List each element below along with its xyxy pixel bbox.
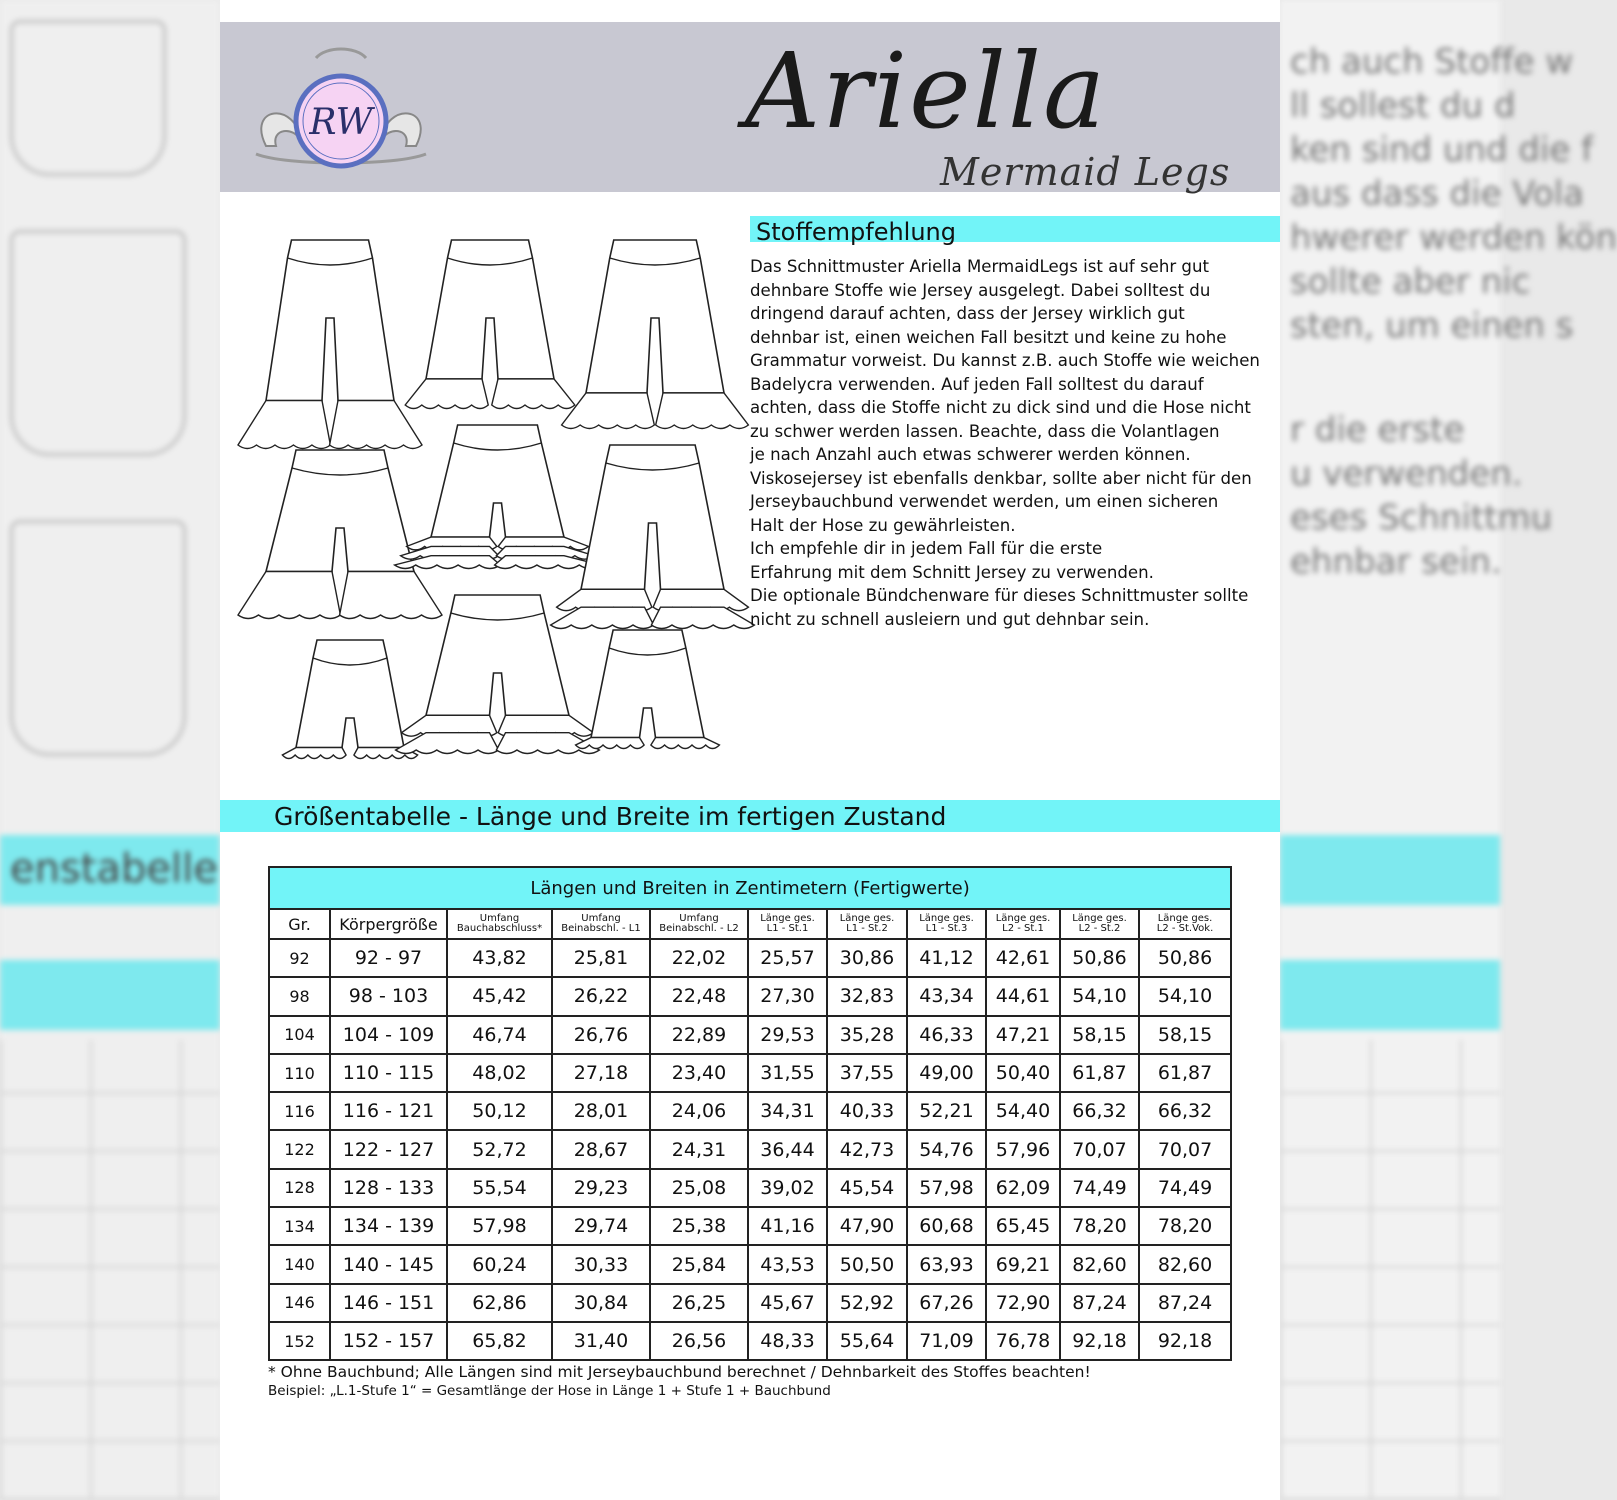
size-cell: 122 (269, 1130, 330, 1168)
value-cell: 65,82 (447, 1322, 552, 1360)
bg-grid (0, 1040, 220, 1500)
value-cell: 82,60 (1139, 1245, 1231, 1283)
fabric-text-line: Badelycra verwenden. Auf jeden Fall solltest du darauf (750, 374, 1204, 394)
size-cell: 140 (269, 1245, 330, 1283)
header-label: Länge ges. (919, 913, 974, 924)
bg-band (0, 960, 220, 1030)
value-cell: 28,01 (552, 1092, 650, 1130)
bg-text-fragment: sollte aber nic (1290, 262, 1531, 302)
value-cell: 146 - 151 (330, 1284, 447, 1322)
header-label: Gr. (288, 914, 311, 934)
header-label: Beinabschl. - L2 (659, 923, 739, 934)
value-cell: 46,74 (447, 1016, 552, 1054)
fabric-text-line: Jerseybauchbund verwendet werden, um einen sicheren (750, 492, 1219, 511)
value-cell: 54,10 (1060, 977, 1139, 1015)
fabric-text-line: Die optionale Bündchenware für dieses Schnittmuster sollte (750, 586, 1249, 605)
value-cell: 24,31 (650, 1130, 748, 1168)
value-cell: 24,06 (650, 1092, 748, 1130)
fabric-text-line: Ich empfehle dir in jedem Fall für die erste (750, 539, 1103, 558)
bg-text-fragment: ehnbar sein. (1290, 542, 1502, 582)
value-cell: 43,34 (907, 977, 986, 1015)
value-cell: 27,30 (748, 977, 827, 1015)
table-header-cell (827, 909, 907, 939)
logo-initials: RW (309, 102, 373, 143)
value-cell: 30,33 (552, 1245, 650, 1283)
fabric-text-line: Viskosejersey ist ebenfalls denkbar, sollte aber nicht für den (750, 468, 1252, 488)
table-header-cell (552, 909, 650, 939)
bg-band (1280, 960, 1500, 1030)
table-header-cell (907, 909, 986, 939)
bg-text-fragment: ch auch Stoffe w (1290, 42, 1574, 82)
background-right (1280, 0, 1617, 1500)
bg-sketch (10, 230, 186, 456)
value-cell: 41,12 (907, 939, 986, 977)
value-cell: 22,48 (650, 977, 748, 1015)
table-row (269, 1092, 1231, 1130)
header-label: Länge ges. (839, 913, 895, 924)
value-cell: 50,40 (986, 1054, 1060, 1092)
header-label: Körpergröße (339, 914, 438, 934)
trouser-variant-drawing (551, 445, 755, 629)
value-cell: 42,73 (827, 1130, 907, 1168)
value-cell: 152 - 157 (330, 1322, 447, 1360)
value-cell: 35,28 (827, 1016, 907, 1054)
value-cell: 62,09 (986, 1169, 1060, 1207)
bg-text-fragment: sten, um einen s (1290, 306, 1574, 346)
value-cell: 36,44 (748, 1130, 827, 1168)
value-cell: 29,53 (748, 1016, 827, 1054)
value-cell: 27,18 (552, 1054, 650, 1092)
value-cell: 66,32 (1139, 1092, 1231, 1130)
header-label: Umfang (581, 913, 621, 924)
value-cell: 87,24 (1060, 1284, 1139, 1322)
bg-band-text: enstabelle (10, 846, 218, 892)
value-cell: 57,96 (986, 1130, 1060, 1168)
value-cell: 43,82 (447, 939, 552, 977)
value-cell: 54,76 (907, 1130, 986, 1168)
fabric-text-line: Grammatur vorweist. Du kannst z.B. auch Stoffe wie weichen (750, 351, 1260, 370)
fabric-text-line: zu schwer werden lassen. Beachte, dass die Volantlagen (750, 421, 1220, 441)
bg-sketch (10, 20, 166, 176)
trouser-variant-drawing (238, 240, 422, 449)
value-cell: 61,87 (1139, 1054, 1231, 1092)
table-header-cell (748, 909, 827, 939)
value-cell: 134 - 139 (330, 1207, 447, 1245)
fabric-text-line: nicht zu schnell ausleiern und gut dehnbar sein. (750, 609, 1150, 629)
value-cell: 67,26 (907, 1284, 986, 1322)
header-label: L1 - St.2 (846, 923, 888, 934)
value-cell: 22,02 (650, 939, 748, 977)
table-header-cell (1060, 909, 1139, 939)
value-cell: 57,98 (447, 1207, 552, 1245)
table-header-cell (1139, 909, 1231, 939)
bg-text-fragment: r die erste (1290, 410, 1465, 450)
header-label: Länge ges. (760, 913, 815, 924)
bg-text-fragment: u verwenden. (1290, 454, 1523, 494)
value-cell: 45,42 (447, 977, 552, 1015)
table-row (269, 977, 1231, 1015)
table-row (269, 1016, 1231, 1054)
value-cell: 55,64 (827, 1322, 907, 1360)
bg-text-fragment: eses Schnittmu (1290, 498, 1553, 538)
value-cell: 50,86 (1139, 939, 1231, 977)
value-cell: 49,00 (907, 1054, 986, 1092)
value-cell: 61,87 (1060, 1054, 1139, 1092)
trouser-variant-drawing (405, 240, 575, 409)
bg-sketch (10, 520, 186, 756)
value-cell: 50,86 (1060, 939, 1139, 977)
table-row (269, 1322, 1231, 1360)
size-cell: 92 (269, 939, 330, 977)
table-row (269, 1207, 1231, 1245)
fabric-text-line: dringend darauf achten, dass der Jersey wirklich gut (750, 304, 1185, 323)
footnote-2: Beispiel: „L.1-Stufe 1“ = Gesamtlänge der Hose in Länge 1 + Stufe 1 + Bauchbund (268, 1383, 831, 1399)
value-cell: 29,74 (552, 1207, 650, 1245)
value-cell: 78,20 (1060, 1207, 1139, 1245)
size-cell: 104 (269, 1016, 330, 1054)
value-cell: 47,90 (827, 1207, 907, 1245)
bg-grid (1280, 1040, 1500, 1500)
value-cell: 98 - 103 (330, 977, 447, 1015)
value-cell: 43,53 (748, 1245, 827, 1283)
variant-illustrations (260, 230, 740, 770)
value-cell: 74,49 (1139, 1169, 1231, 1207)
value-cell: 28,67 (552, 1130, 650, 1168)
header-banner (220, 22, 1280, 192)
value-cell: 78,20 (1139, 1207, 1231, 1245)
value-cell: 65,45 (986, 1207, 1060, 1245)
value-cell: 87,24 (1139, 1284, 1231, 1322)
size-cell: 98 (269, 977, 330, 1015)
value-cell: 32,83 (827, 977, 907, 1015)
footnote-1: * Ohne Bauchbund; Alle Längen sind mit Jerseybauchbund berechnet / Dehnbarkeit des Stoffes beachten! (268, 1363, 1091, 1381)
value-cell: 70,07 (1139, 1130, 1231, 1168)
fabric-text-line: Halt der Hose zu gewährleisten. (750, 515, 1016, 535)
value-cell: 52,72 (447, 1130, 552, 1168)
table-row (269, 1054, 1231, 1092)
value-cell: 50,50 (827, 1245, 907, 1283)
table-header-cell (269, 909, 330, 939)
value-cell: 92 - 97 (330, 939, 447, 977)
value-cell: 50,12 (447, 1092, 552, 1130)
trouser-variant-drawing (562, 240, 749, 429)
value-cell: 22,89 (650, 1016, 748, 1054)
table-header-cell (330, 909, 447, 939)
value-cell: 82,60 (1060, 1245, 1139, 1283)
value-cell: 63,93 (907, 1245, 986, 1283)
value-cell: 26,22 (552, 977, 650, 1015)
value-cell: 69,21 (986, 1245, 1060, 1283)
header-label: Bauchabschluss* (456, 923, 543, 934)
fabric-text-line: dehnbar ist, einen weichen Fall besitzt und keine zu hohe (750, 327, 1227, 347)
pattern-subtitle: Mermaid Legs (940, 150, 1231, 194)
header-label: Länge ges. (1157, 913, 1213, 924)
value-cell: 55,54 (447, 1169, 552, 1207)
fabric-text-line: achten, dass die Stoffe nicht zu dick sind und die Hose nicht (750, 398, 1251, 417)
table-row (269, 939, 1231, 977)
fabric-section-title: Stoffempfehlung (756, 218, 956, 246)
value-cell: 92,18 (1060, 1322, 1139, 1360)
value-cell: 45,67 (748, 1284, 827, 1322)
bg-band (0, 835, 220, 905)
value-cell: 110 - 115 (330, 1054, 447, 1092)
fabric-recommendation-text (750, 255, 1280, 631)
table-row (269, 1245, 1231, 1283)
header-label: L1 - St.3 (925, 923, 968, 934)
size-cell: 146 (269, 1284, 330, 1322)
value-cell: 23,40 (650, 1054, 748, 1092)
value-cell: 25,38 (650, 1207, 748, 1245)
value-cell: 140 - 145 (330, 1245, 447, 1283)
value-cell: 26,25 (650, 1284, 748, 1322)
trouser-variant-drawing (395, 425, 601, 569)
bg-band (1280, 835, 1500, 905)
value-cell: 58,15 (1060, 1016, 1139, 1054)
header-label: Umfang (479, 913, 520, 924)
header-label: Länge ges. (1072, 913, 1127, 924)
value-cell: 25,57 (748, 939, 827, 977)
fabric-text-line: je nach Anzahl auch etwas schwerer werden können. (750, 445, 1191, 464)
value-cell: 60,68 (907, 1207, 986, 1245)
header-label: Beinabschl. - L1 (561, 923, 641, 934)
value-cell: 76,78 (986, 1322, 1060, 1360)
value-cell: 60,24 (447, 1245, 552, 1283)
value-cell: 48,02 (447, 1054, 552, 1092)
value-cell: 66,32 (1060, 1092, 1139, 1130)
value-cell: 30,84 (552, 1284, 650, 1322)
header-label: Länge ges. (995, 913, 1051, 924)
value-cell: 54,10 (1139, 977, 1231, 1015)
value-cell: 31,40 (552, 1322, 650, 1360)
size-table (268, 866, 1232, 1361)
value-cell: 47,21 (986, 1016, 1060, 1054)
value-cell: 26,76 (552, 1016, 650, 1054)
value-cell: 39,02 (748, 1169, 827, 1207)
background-left (0, 0, 220, 1500)
value-cell: 58,15 (1139, 1016, 1231, 1054)
value-cell: 122 - 127 (330, 1130, 447, 1168)
value-cell: 44,61 (986, 977, 1060, 1015)
header-label: L2 - St.1 (1002, 923, 1044, 934)
value-cell: 29,23 (552, 1169, 650, 1207)
value-cell: 25,84 (650, 1245, 748, 1283)
value-cell: 45,54 (827, 1169, 907, 1207)
size-table-wrap (268, 866, 1230, 1361)
size-cell: 128 (269, 1169, 330, 1207)
value-cell: 30,86 (827, 939, 907, 977)
value-cell: 72,90 (986, 1284, 1060, 1322)
value-cell: 40,33 (827, 1092, 907, 1130)
value-cell: 25,81 (552, 939, 650, 977)
value-cell: 52,92 (827, 1284, 907, 1322)
value-cell: 116 - 121 (330, 1092, 447, 1130)
trouser-variant-drawing (238, 450, 442, 619)
size-cell: 110 (269, 1054, 330, 1092)
value-cell: 41,16 (748, 1207, 827, 1245)
value-cell: 25,08 (650, 1169, 748, 1207)
size-cell: 134 (269, 1207, 330, 1245)
size-cell: 116 (269, 1092, 330, 1130)
bg-text-fragment: ll sollest du d (1290, 86, 1516, 126)
bg-text-fragment: ken sind und die f (1290, 130, 1594, 170)
value-cell: 74,49 (1060, 1169, 1139, 1207)
table-header-row (269, 909, 1231, 939)
value-cell: 104 - 109 (330, 1016, 447, 1054)
table-header-cell (650, 909, 748, 939)
bg-text-fragment: hwerer werden kön (1290, 218, 1617, 258)
trouser-variant-drawing (576, 630, 720, 749)
fabric-text-line: Erfahrung mit dem Schnitt Jersey zu verwenden. (750, 562, 1154, 582)
value-cell: 52,21 (907, 1092, 986, 1130)
table-row (269, 1284, 1231, 1322)
value-cell: 54,40 (986, 1092, 1060, 1130)
table-caption: Längen und Breiten in Zentimetern (Fertigwerte) (269, 867, 1231, 909)
value-cell: 31,55 (748, 1054, 827, 1092)
value-cell: 26,56 (650, 1322, 748, 1360)
table-header-cell (986, 909, 1060, 939)
value-cell: 57,98 (907, 1169, 986, 1207)
header-label: Umfang (679, 913, 719, 924)
pattern-page (220, 0, 1280, 1500)
value-cell: 48,33 (748, 1322, 827, 1360)
logo (246, 46, 436, 186)
value-cell: 34,31 (748, 1092, 827, 1130)
table-body (269, 939, 1231, 1360)
fabric-text-line: Das Schnittmuster Ariella MermaidLegs ist auf sehr gut (750, 257, 1209, 276)
table-row (269, 1130, 1231, 1168)
table-header-cell (447, 909, 552, 939)
size-section-title: Größentabelle - Länge und Breite im fertigen Zustand (274, 802, 947, 831)
value-cell: 62,86 (447, 1284, 552, 1322)
fabric-text-line: dehnbare Stoffe wie Jersey ausgelegt. Dabei solltest du (750, 280, 1211, 300)
value-cell: 71,09 (907, 1322, 986, 1360)
value-cell: 37,55 (827, 1054, 907, 1092)
value-cell: 42,61 (986, 939, 1060, 977)
header-label: L2 - St.2 (1078, 923, 1121, 934)
table-row (269, 1169, 1231, 1207)
value-cell: 46,33 (907, 1016, 986, 1054)
size-cell: 152 (269, 1322, 330, 1360)
value-cell: 70,07 (1060, 1130, 1139, 1168)
pattern-title: Ariella (745, 30, 1108, 152)
header-label: L2 - St.Vok. (1156, 923, 1214, 934)
value-cell: 92,18 (1139, 1322, 1231, 1360)
trouser-variant-drawing (282, 640, 417, 759)
value-cell: 128 - 133 (330, 1169, 447, 1207)
header-label: L1 - St.1 (766, 923, 809, 934)
table-footnotes (268, 1362, 1091, 1400)
bg-text-fragment: aus dass die Vola (1290, 174, 1585, 214)
